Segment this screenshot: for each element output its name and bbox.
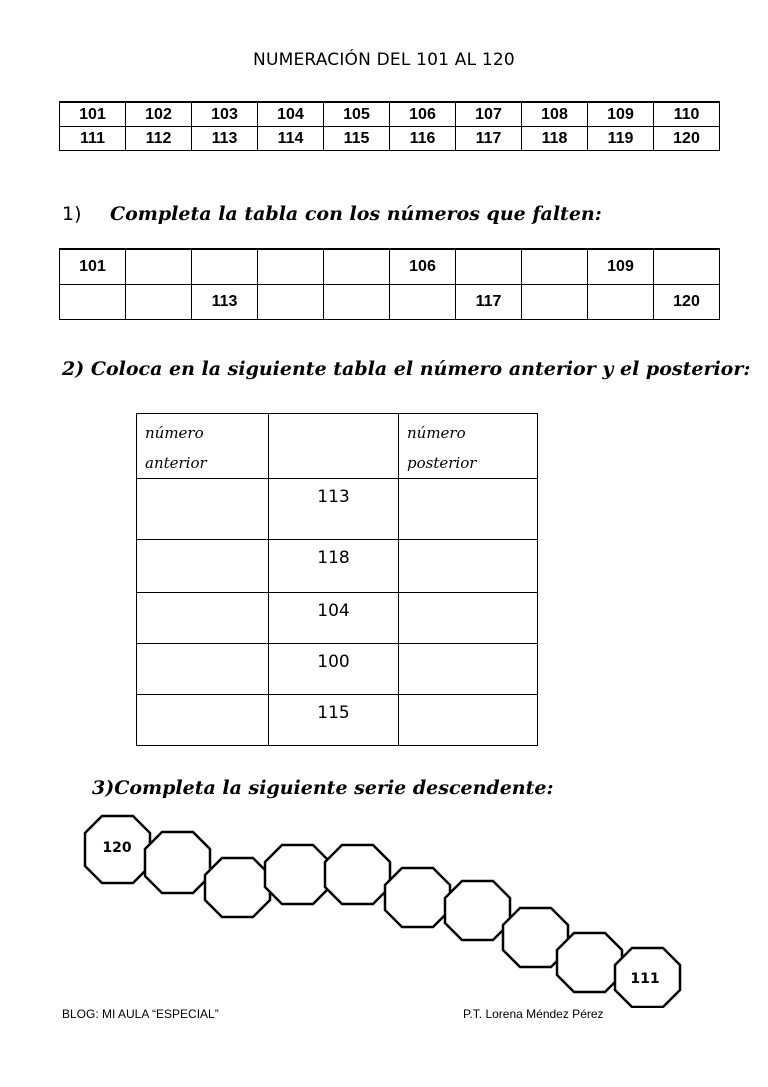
series-octagon[interactable] [265,845,330,904]
exercise-3-heading: 3)Completa la siguiente serie descendente: [92,777,554,799]
table-cell[interactable] [126,249,192,285]
anterior-cell[interactable] [137,593,269,644]
series-octagon[interactable] [145,832,210,893]
header-empty [269,414,399,479]
header-anterior-line1: número [145,424,204,442]
table-cell: 113 [192,127,258,151]
series-octagon[interactable] [385,868,450,927]
table-cell: 119 [588,127,654,151]
anterior-cell[interactable] [137,479,269,540]
table-cell[interactable] [258,285,324,320]
table-cell: 120 [654,127,720,151]
series-octagon[interactable] [557,933,622,992]
table-cell: 109 [588,249,654,285]
table-cell: 109 [588,102,654,127]
posterior-cell[interactable] [399,593,538,644]
anterior-cell[interactable] [137,540,269,593]
table-cell[interactable] [522,249,588,285]
table-cell[interactable] [324,285,390,320]
table-cell: 120 [654,285,720,320]
footer-author: P.T. Lorena Méndez Pérez [463,1007,604,1021]
given-number-cell: 104 [269,593,399,644]
anterior-cell[interactable] [137,644,269,695]
table-row [60,127,720,151]
header-posterior-line2: posterior [407,454,477,472]
given-number-cell: 100 [269,644,399,695]
table-row [137,593,538,644]
footer-blog: BLOG: MI AULA “ESPECIAL” [62,1007,219,1021]
table-cell: 101 [60,102,126,127]
table-cell[interactable] [324,249,390,285]
table-cell: 116 [390,127,456,151]
page-title: NUMERACIÓN DEL 101 AL 120 [253,50,515,70]
series-first-value: 120 [102,840,132,856]
table-cell: 108 [522,102,588,127]
series-octagon[interactable] [445,881,510,940]
table-cell: 106 [390,102,456,127]
table-cell: 103 [192,102,258,127]
table-header-row [137,414,538,479]
anterior-cell[interactable] [137,695,269,746]
table-cell: 107 [456,102,522,127]
table-row [60,249,720,285]
table-row [137,540,538,593]
table-cell[interactable] [654,249,720,285]
table-cell: 110 [654,102,720,127]
header-posterior-line1: número [407,424,466,442]
series-octagon[interactable] [325,845,390,904]
given-number-cell: 118 [269,540,399,593]
exercise-1-table [59,248,720,320]
table-cell[interactable] [456,249,522,285]
table-cell: 101 [60,249,126,285]
table-cell[interactable] [588,285,654,320]
series-octagon[interactable] [205,858,270,917]
posterior-cell[interactable] [399,479,538,540]
posterior-cell[interactable] [399,644,538,695]
table-cell: 106 [390,249,456,285]
table-cell: 104 [258,102,324,127]
table-cell: 117 [456,127,522,151]
header-anterior [137,414,269,479]
table-cell[interactable] [390,285,456,320]
table-cell[interactable] [60,285,126,320]
table-cell: 113 [192,285,258,320]
table-cell: 115 [324,127,390,151]
table-row [137,479,538,540]
posterior-cell[interactable] [399,695,538,746]
table-cell: 102 [126,102,192,127]
exercise-1-heading: Completa la tabla con los números que falten: [110,203,602,225]
table-cell[interactable] [126,285,192,320]
descending-series [0,808,768,1008]
table-row [137,695,538,746]
table-cell: 112 [126,127,192,151]
reference-number-table [59,101,720,151]
given-number-cell: 113 [269,479,399,540]
table-cell: 105 [324,102,390,127]
anterior-posterior-table [136,413,538,746]
table-cell[interactable] [522,285,588,320]
given-number-cell: 115 [269,695,399,746]
exercise-2-heading: 2) Coloca en la siguiente tabla el número anterior y el posterior: [62,358,751,380]
header-anterior-line2: anterior [145,454,207,472]
series-last-value: 111 [630,971,660,987]
exercise-1-number: 1) [62,203,82,225]
table-cell[interactable] [258,249,324,285]
table-cell: 114 [258,127,324,151]
table-cell: 111 [60,127,126,151]
table-cell: 118 [522,127,588,151]
table-cell: 117 [456,285,522,320]
table-row [137,644,538,695]
posterior-cell[interactable] [399,540,538,593]
table-row [60,285,720,320]
table-row [60,102,720,127]
header-posterior [399,414,538,479]
table-cell[interactable] [192,249,258,285]
